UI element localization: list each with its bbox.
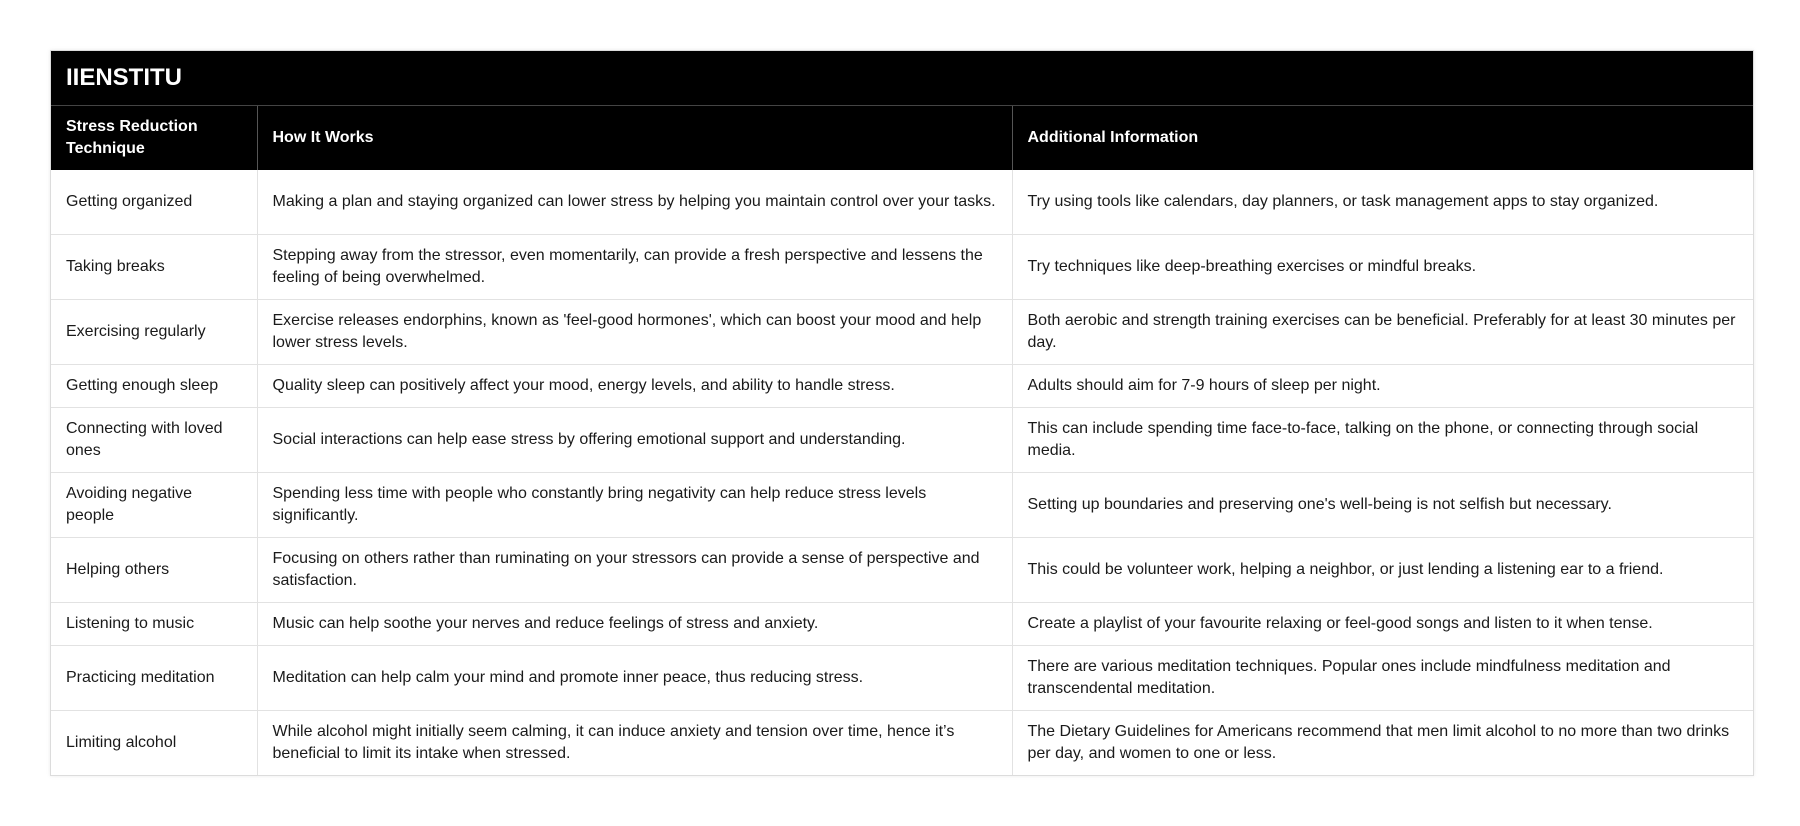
column-header-how-it-works: How It Works — [257, 106, 1012, 170]
stress-techniques-table — [51, 106, 1753, 775]
technique-cell: Helping others — [51, 538, 257, 603]
table-row — [51, 603, 1753, 646]
how-it-works-cell: Quality sleep can positively affect your mood, energy levels, and ability to handle stress. — [257, 365, 1012, 408]
column-header-additional-info: Additional Information — [1012, 106, 1753, 170]
technique-cell: Listening to music — [51, 603, 257, 646]
how-it-works-cell: Social interactions can help ease stress by offering emotional support and understanding. — [257, 408, 1012, 473]
how-it-works-cell: Music can help soothe your nerves and reduce feelings of stress and anxiety. — [257, 603, 1012, 646]
technique-cell: Avoiding negative people — [51, 473, 257, 538]
table-row — [51, 235, 1753, 300]
technique-cell: Connecting with loved ones — [51, 408, 257, 473]
technique-cell: Getting enough sleep — [51, 365, 257, 408]
stress-techniques-card — [50, 50, 1754, 776]
how-it-works-cell: Making a plan and staying organized can lower stress by helping you maintain control over your tasks. — [257, 170, 1012, 235]
brand-title: IIENSTITU — [51, 51, 1753, 106]
table-row — [51, 473, 1753, 538]
additional-info-cell: Adults should aim for 7-9 hours of sleep per night. — [1012, 365, 1753, 408]
table-row — [51, 170, 1753, 235]
how-it-works-cell: While alcohol might initially seem calming, it can induce anxiety and tension over time, hence it’s beneficial to limit its intake when stressed. — [257, 711, 1012, 776]
table-row — [51, 408, 1753, 473]
additional-info-cell: This could be volunteer work, helping a neighbor, or just lending a listening ear to a friend. — [1012, 538, 1753, 603]
additional-info-cell: Setting up boundaries and preserving one's well-being is not selfish but necessary. — [1012, 473, 1753, 538]
technique-cell: Practicing meditation — [51, 646, 257, 711]
how-it-works-cell: Focusing on others rather than ruminating on your stressors can provide a sense of perspective and satisfaction. — [257, 538, 1012, 603]
table-row — [51, 538, 1753, 603]
how-it-works-cell: Stepping away from the stressor, even momentarily, can provide a fresh perspective and lessens the feeling of being overwhelmed. — [257, 235, 1012, 300]
technique-cell: Exercising regularly — [51, 300, 257, 365]
additional-info-cell: The Dietary Guidelines for Americans recommend that men limit alcohol to no more than two drinks per day, and women to one or less. — [1027, 723, 1730, 762]
table-row — [51, 646, 1753, 711]
table-row — [51, 711, 1753, 776]
technique-cell: Getting organized — [51, 170, 257, 235]
technique-cell: Taking breaks — [51, 235, 257, 300]
table-header-row — [51, 106, 1753, 170]
how-it-works-cell: Spending less time with people who constantly bring negativity can help reduce stress levels significantly. — [257, 473, 1012, 538]
additional-info-cell: There are various meditation techniques. Popular ones include mindfulness meditation and transcendental meditation. — [1012, 646, 1753, 711]
additional-info-cell: Create a playlist of your favourite relaxing or feel-good songs and listen to it when tense. — [1012, 603, 1753, 646]
table-row — [51, 300, 1753, 365]
additional-info-cell: Try techniques like deep-breathing exercises or mindful breaks. — [1012, 235, 1753, 300]
column-header-technique: Stress Reduction Technique — [51, 106, 257, 170]
additional-info-cell: Both aerobic and strength training exercises can be beneficial. Preferably for at least 30 minutes per day. — [1012, 300, 1753, 365]
technique-cell: Limiting alcohol — [51, 711, 257, 776]
how-it-works-cell: Meditation can help calm your mind and promote inner peace, thus reducing stress. — [257, 646, 1012, 711]
additional-info-cell: This can include spending time face-to-face, talking on the phone, or connecting through social media. — [1012, 408, 1753, 473]
table-row — [51, 365, 1753, 408]
additional-info-cell: Try using tools like calendars, day planners, or task management apps to stay organized. — [1012, 170, 1753, 235]
how-it-works-cell: Exercise releases endorphins, known as 'feel-good hormones', which can boost your mood and help lower stress levels. — [257, 300, 1012, 365]
